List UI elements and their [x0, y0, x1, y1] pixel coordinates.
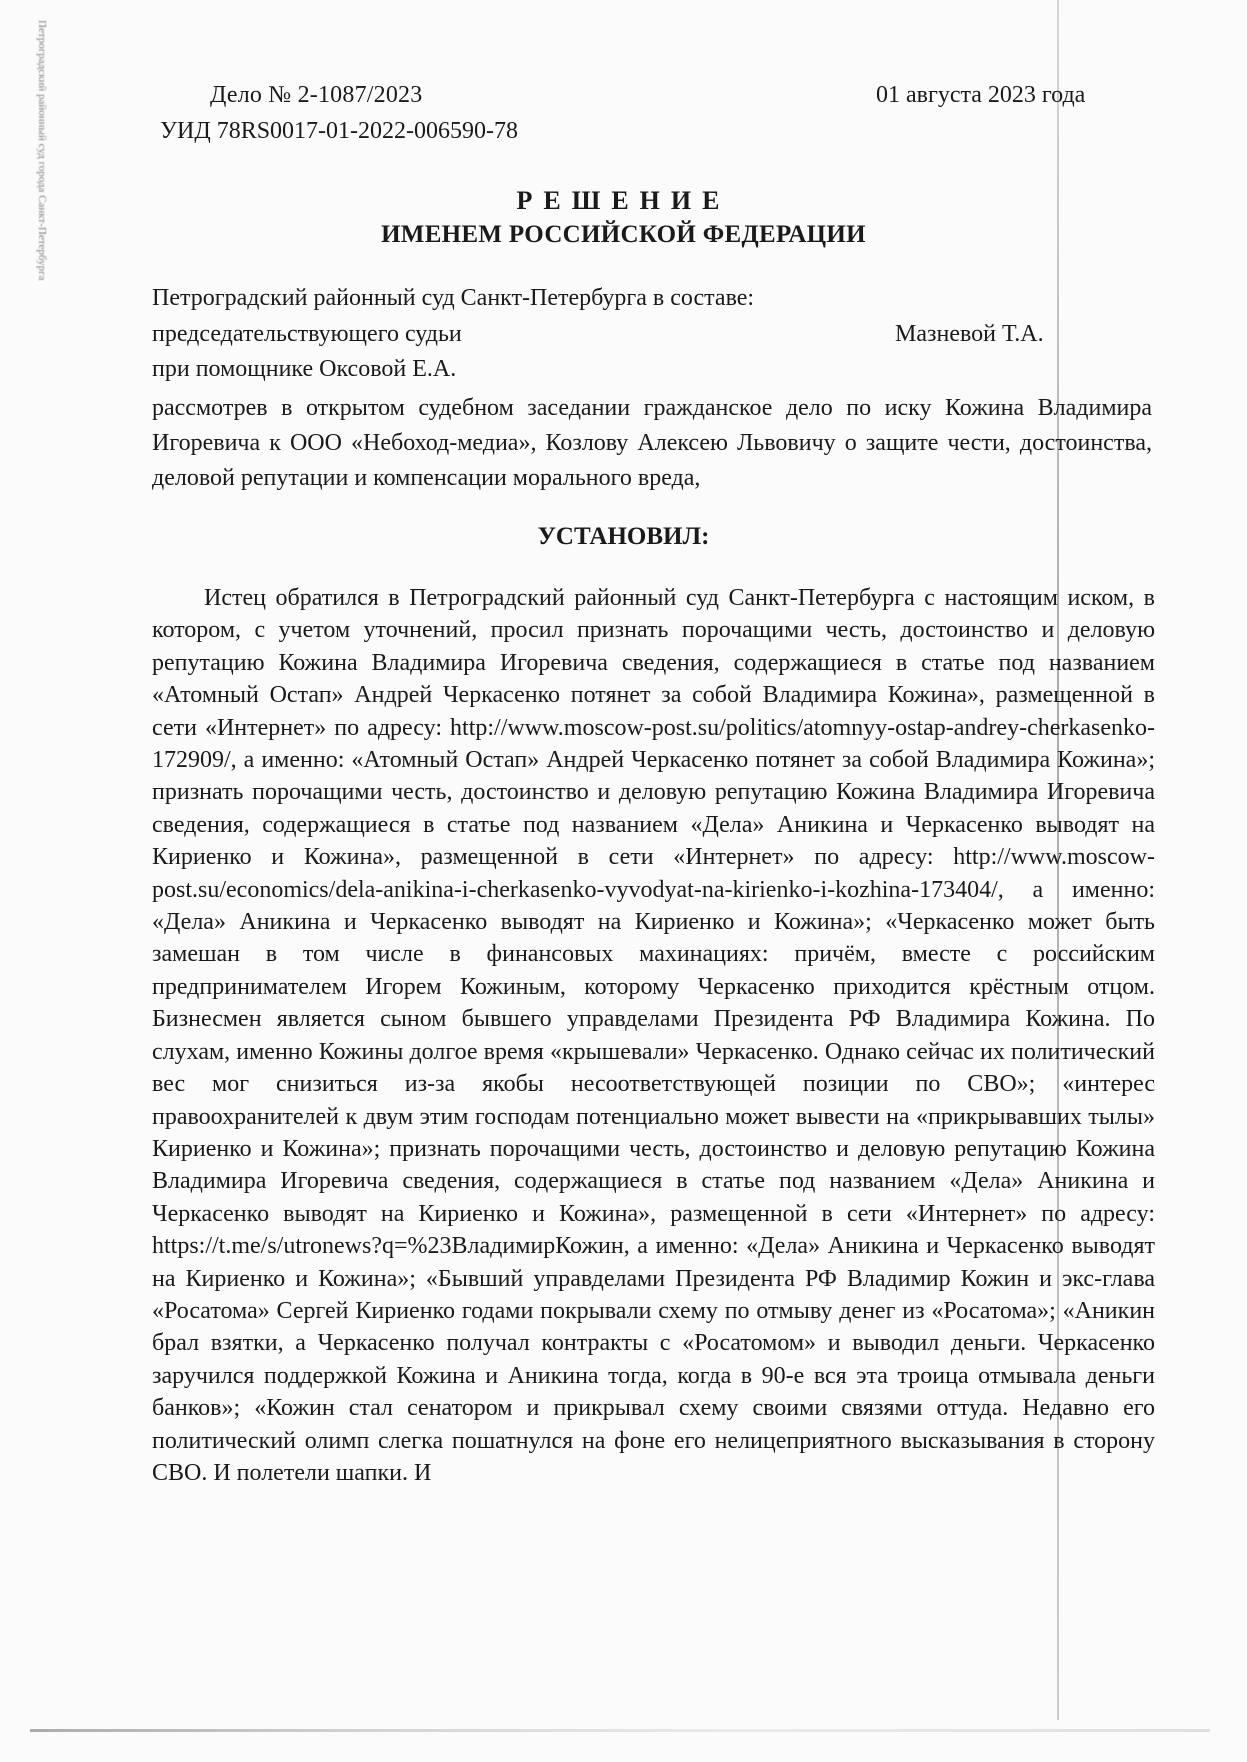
judge-role: председательствующего судьи — [152, 321, 462, 347]
case-number: Дело № 2-1087/2023 — [210, 82, 423, 108]
document-title: РЕШЕНИЕ — [516, 186, 731, 215]
document-date: 01 августа 2023 года — [876, 82, 1086, 108]
judge-name: Мазневой Т.А. — [895, 321, 1044, 347]
case-uid: УИД 78RS0017-01-2022-006590-78 — [160, 118, 519, 144]
court-side-stamp: Петроградский районный суд города Санкт-Петербурга — [36, 20, 48, 281]
case-intro: рассмотрев в открытом судебном заседании гражданское дело по иску Кожина Владимира Игоревича к ООО «Небоход-медиа», Козлову Алексею Львовичу о защите чести, достоинства, деловой репутации и компенсации морального вреда, — [152, 395, 1152, 491]
section-heading: УСТАНОВИЛ: — [537, 523, 710, 550]
court-composition: Петроградский районный суд Санкт-Петербурга в составе: — [152, 285, 755, 311]
scan-bottom-edge — [30, 1729, 1210, 1732]
court-assistant: при помощнике Оксовой Е.А. — [152, 356, 457, 382]
document-subtitle: ИМЕНЕМ РОССИЙСКОЙ ФЕДЕРАЦИИ — [381, 221, 866, 248]
section-body: Истец обратился в Петроградский районный суд Санкт-Петербурга с настоящим иском, в котором, с учетом уточнений, просил признать порочащими честь, достоинство и деловую репутацию Кожина Владимира Игоревича сведения, содержащиеся в статье под названием «Атомный Остап» Андрей Черкасенко потянет за собой Владимира Кожина», размещенной в сети «Интернет» по адресу: http://www.moscow-post.su/politics/atomnyy-ostap-andrey-cherkasenko-172909/, а именно: «Атомный Остап» Андрей Черкасенко потянет за собой Владимира Кожина»; признать порочащими честь, достоинство и деловую репутацию Кожина Владимира Игоревича сведения, содержащиеся в статье под названием «Дела» Аникина и Черкасенко выводят на Кириенко и Кожина», размещенной в сети «Интернет» по адресу: http://www.moscow-post.su/economics/dela-anikina-i-cherkasenko-vyvodyat-na-kirienko-i-kozhina-173404/, а именно: «Дела» Аникина и Черкасенко выводят на Кириенко и Кожина»; «Черкасенко может быть замешан в том числе в финансовых махинациях: причём, вместе с российским предпринимателем Игорем Кожиным, которому Черкасенко приходится крёстным отцом. Бизнесмен является сыном бывшего управделами Президента РФ Владимира Кожина. По слухам, именно Кожины долгое время «крышевали» Черкасенко. Однако сейчас их политический вес мог снизиться из-за якобы несоответствующей позиции по СВО»; «интерес правоохранителей к двум этим господам потенциально может вывести на «прикрывавших тылы» Кириенко и Кожина»; признать порочащими честь, достоинство и деловую репутацию Кожина Владимира Игоревича сведения, содержащиеся в статье под названием «Дела» Аникина и Черкасенко выводят на Кириенко и Кожина», размещенной в сети «Интернет» по адресу: https://t.me/s/utronews?q=%23ВладимирКожин, а именно: «Дела» Аникина и Черкасенко выводят на Кириенко и Кожина»; «Бывший управделами Президента РФ Владимир Кожин и экс-глава «Росатома» Сергей Кириенко годами покрывали схему по отмыву денег из «Росатома»; «Аникин брал взятки, а Черкасенко получал контракты с «Росатомом» и выводил деньги. Черкасенко заручился поддержкой Кожина и Аникина тогда, когда в 90-е вся эта троица отмывала деньги банков»; «Кожин стал сенатором и прикрывал схему своими связями оттуда. Недавно его политический олимп слегка пошатнулся на фоне его нелицеприятного высказывания в сторону СВО. И полетели шапки. И — [152, 585, 1155, 1486]
